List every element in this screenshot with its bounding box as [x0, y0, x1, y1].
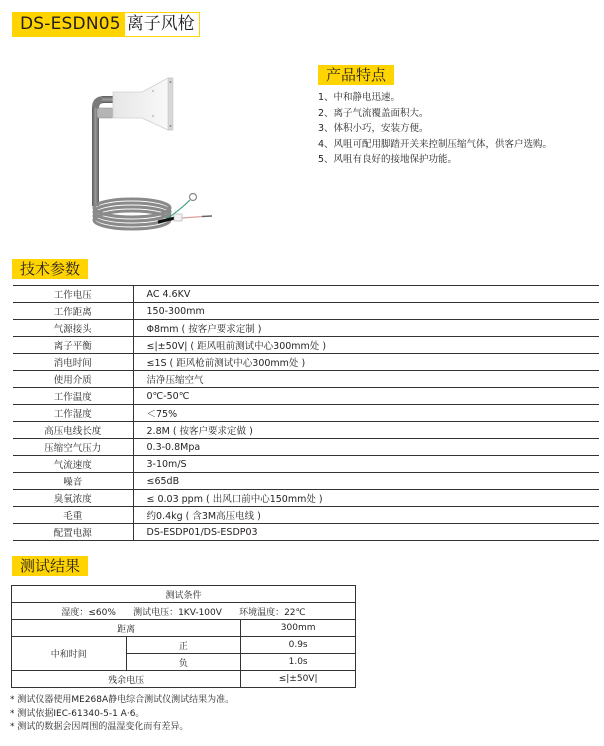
spec-value: Φ8mm ( 按客户要求定制 )	[133, 320, 599, 337]
note-item: * 测试的数据会因周围的温湿变化而有差异。	[10, 722, 189, 732]
cable-coil	[94, 199, 170, 229]
model-number: DS-ESDN05	[13, 13, 125, 36]
spec-row	[13, 439, 599, 456]
test-notes	[10, 694, 234, 735]
test-conditions: 湿度：≤60% 测试电压：1KV-100V 环境温度：22℃	[12, 603, 356, 620]
note-item: * 测试仪器使用ME268A静电综合测试仪测试结果为准。	[10, 695, 235, 705]
spec-row	[13, 286, 599, 303]
spec-row	[13, 456, 599, 473]
spec-value: 0.3-0.8Mpa	[133, 439, 599, 456]
spec-value: DS-ESDP01/DS-ESDP03	[133, 524, 599, 541]
test-row	[12, 620, 356, 637]
note-item: * 测试依据IEC-61340-5-1 A·6。	[10, 708, 145, 719]
feature-item: 1、中和静电迅速。	[318, 92, 401, 103]
spec-value: 0℃-50℃	[133, 388, 599, 405]
spec-row	[13, 371, 599, 388]
tech-specs-table	[13, 285, 599, 541]
spec-value: ＜75%	[133, 405, 599, 422]
spec-label: 气源接头	[13, 320, 133, 337]
spec-value: ≤ 0.03 ppm ( 出风口前中心150mm处 )	[133, 490, 599, 507]
spec-value: ≤65dB	[133, 473, 599, 490]
test-row	[12, 586, 356, 603]
spec-value: 2.8M ( 按客户要求定做 )	[133, 422, 599, 439]
positive-value: 0.9s	[241, 637, 356, 654]
test-conditions-title: 测试条件	[12, 586, 356, 603]
residual-voltage-label: 残余电压	[12, 671, 241, 688]
test-row	[12, 671, 356, 688]
spec-row	[13, 405, 599, 422]
spec-value: ≤1S ( 距风枪前测试中心300mm处 )	[133, 354, 599, 371]
support-pipe	[92, 106, 99, 206]
nozzle-body	[113, 78, 172, 130]
feature-item: 4、风咀可配用脚踏开关来控制压缩气体，供客户选购。	[318, 138, 553, 150]
spec-row	[13, 524, 599, 541]
page-title	[12, 12, 200, 37]
negative-value: 1.0s	[241, 654, 356, 671]
spec-row	[13, 388, 599, 405]
spec-label: 工作电压	[13, 286, 133, 303]
test-row	[12, 603, 356, 620]
spec-row	[13, 507, 599, 524]
feature-item: 3、体积小巧，安装方便。	[318, 123, 429, 134]
spec-row	[13, 490, 599, 507]
spec-row	[13, 473, 599, 490]
distance-label: 距离	[12, 620, 241, 637]
wire-connector	[174, 214, 182, 221]
spec-row	[13, 422, 599, 439]
product-name: 离子风枪	[125, 13, 199, 36]
spec-row	[13, 303, 599, 320]
spec-label: 噪音	[13, 473, 133, 490]
spec-label: 毛重	[13, 507, 133, 524]
spec-label: 工作距离	[13, 303, 133, 320]
positive-label: 正	[126, 637, 241, 654]
spec-label: 气流速度	[13, 456, 133, 473]
spec-row	[13, 320, 599, 337]
negative-label: 负	[126, 654, 241, 671]
spec-value: ≤|±50V| ( 距风咀前测试中心300mm处 )	[133, 337, 599, 354]
ion-air-gun-illustration	[70, 70, 260, 240]
spec-row	[13, 354, 599, 371]
spec-row	[13, 337, 599, 354]
nozzle-plate	[168, 78, 173, 130]
residual-voltage-value: ≤|±50V|	[241, 671, 356, 688]
product-image	[70, 70, 260, 240]
tech-specs-heading: 技术参数	[12, 259, 88, 279]
spec-label: 工作湿度	[13, 405, 133, 422]
spec-value: 洁净压缩空气	[133, 371, 599, 388]
distance-value: 300mm	[241, 620, 356, 637]
spec-label: 使用介质	[13, 371, 133, 388]
spec-value: 150-300mm	[133, 303, 599, 320]
test-results-table	[11, 585, 356, 688]
feature-item: 2、离子气流覆盖面积大。	[318, 107, 429, 119]
neutralize-time-label: 中和时间	[12, 637, 127, 671]
air-connector	[97, 108, 113, 118]
spec-label: 工作温度	[13, 388, 133, 405]
test-row	[12, 637, 356, 654]
features-heading: 产品特点	[318, 65, 394, 85]
spec-value: AC 4.6KV	[133, 286, 599, 303]
feature-item: 5、风咀有良好的接地保护功能。	[318, 154, 458, 165]
spec-label: 配置电源	[13, 524, 133, 541]
spec-label: 离子平衡	[13, 337, 133, 354]
test-results-heading: 测试结果	[12, 556, 88, 576]
spec-label: 高压电线长度	[13, 422, 133, 439]
spec-label: 压缩空气压力	[13, 439, 133, 456]
spec-label: 臭氧浓度	[13, 490, 133, 507]
spec-value: 3-10m/S	[133, 456, 599, 473]
features-list	[318, 90, 552, 168]
ground-ring-terminal	[190, 194, 197, 201]
spec-label: 消电时间	[13, 354, 133, 371]
spec-value: 约0.4kg ( 含3M高压电线 )	[133, 507, 599, 524]
